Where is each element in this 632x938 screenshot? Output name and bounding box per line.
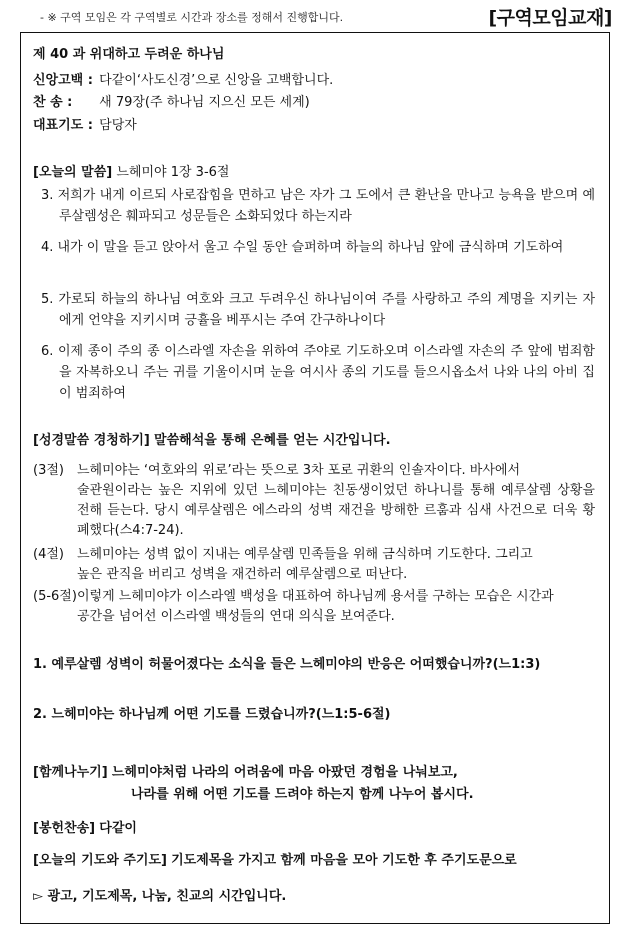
bible-listen-heading — [33, 431, 599, 450]
bible-listen-label: [성경말씀 경청하기] — [33, 433, 150, 448]
prayer-value: 담당자 — [99, 118, 137, 133]
commentary-4-num: (4절) — [33, 547, 64, 562]
creed-row — [33, 71, 599, 90]
closing-note: ▻ 광고, 기도제목, 나눔, 친교의 시간입니다. — [33, 889, 287, 904]
share-label: [함께나누기] — [33, 765, 108, 780]
lesson-frame — [20, 32, 610, 924]
creed-value: 다같이‘사도신경’으로 신앙을 고백합니다. — [99, 73, 334, 88]
question-2: 2. 느헤미야는 하나님께 어떤 기도를 드렸습니까?(느1:5-6절) — [33, 707, 391, 722]
share-line-1 — [33, 763, 599, 782]
doc-label: [구역모임교재] — [488, 7, 612, 29]
offering-value: 다같이 — [99, 821, 137, 836]
commentary-4 — [33, 545, 595, 585]
share-text-1: 느헤미야처럼 나라의 어려움에 마음 아팠던 경험을 나눠보고, — [111, 765, 458, 780]
commentary-5-6-rest: 공간을 넘어선 이스라엘 백성들의 연대 의식을 보여준다. — [77, 609, 395, 624]
commentary-3-first: 느헤미야는 ‘여호와의 위로’라는 뜻으로 3차 포로 귀환의 인솔자이다. 바사에서 — [77, 463, 521, 478]
today-prayer-row — [33, 851, 599, 870]
commentary-5-6-num: (5-6절) — [33, 589, 77, 604]
verse-3: 3. 저희가 내게 이르되 사로잡힘을 면하고 남은 자가 그 도에서 큰 환난을 만나고 능욕을 받으며 예루살렘성은 훼파되고 성문들은 소화되었다 하는지라 — [41, 188, 595, 224]
today-word-heading — [33, 163, 599, 182]
commentary-3-rest: 술관원이라는 높은 지위에 있던 느헤미야는 친동생이었던 하나니를 통해 예루살렘 상황을 전해 듣는다. 당시 예루살렘은 에스라의 성벽 재건을 방해한 르훔과 심새 사건으로 더욱 황폐했다(스4:7-24). — [77, 483, 595, 538]
offering-label: [봉헌찬송] — [33, 821, 96, 836]
prayer-row — [33, 116, 599, 135]
hymn-row — [33, 93, 599, 112]
share-text-2: 나라를 위해 어떤 기도를 드려야 하는지 함께 나누어 봅시다. — [131, 787, 474, 802]
hymn-label: 찬 송 : — [33, 95, 73, 110]
hymn-value: 새 79장(주 하나님 지으신 모든 세계) — [99, 95, 310, 110]
verse-4: 4. 내가 이 말을 듣고 앉아서 울고 수일 동안 슬퍼하며 하늘의 하나님 앞에 금식하며 기도하여 — [41, 240, 564, 255]
question-1: 1. 예루살렘 성벽이 허물어졌다는 소식을 들은 느헤미야의 반응은 어떠했습니까?(느1:3) — [33, 657, 541, 672]
verse-5: 5. 가로되 하늘의 하나님 여호와 크고 두려우신 하나님이여 주를 사랑하고 주의 계명을 지키는 자에게 언약을 지키시며 긍휼을 베푸시는 주여 간구하나이다 — [41, 292, 595, 328]
verse-6: 6. 이제 종이 주의 종 이스라엘 자손을 위하여 주야로 기도하오며 이스라엘 자손의 주 앞에 범죄함을 자복하오니 주는 귀를 기울이시며 눈을 여시사 종의 기도를 들으시옵소서 나와 나의 아비 집이 범죄하여 — [41, 344, 595, 401]
commentary-5-6-first: 이렇게 느헤미야가 이스라엘 백성을 대표하여 하나님께 용서를 구하는 모습은 시간과 — [77, 589, 554, 604]
commentary-4-first: 느헤미야는 성벽 없이 지내는 예루살렘 민족들을 위해 금식하며 기도한다. 그리고 — [77, 547, 533, 562]
today-prayer-label: [오늘의 기도와 주기도] — [33, 853, 167, 868]
today-prayer-value: 기도제목을 가지고 함께 마음을 모아 기도한 후 주기도문으로 — [171, 853, 517, 868]
commentary-4-rest: 높은 관직을 버리고 성벽을 재건하러 예루살렘으로 떠난다. — [77, 567, 408, 582]
bible-listen-description: 말씀해석을 통해 은혜를 얻는 시간입니다. — [154, 433, 391, 448]
creed-label: 신앙고백 : — [33, 73, 93, 88]
prayer-label: 대표기도 : — [33, 118, 93, 133]
commentary-3 — [33, 461, 595, 541]
today-word-label: [오늘의 말씀] — [33, 165, 113, 180]
commentary-3-num: (3절) — [33, 463, 64, 478]
today-word-reference: 느헤미야 1장 3-6절 — [116, 165, 230, 180]
offering-row — [33, 819, 599, 838]
commentary-5-6 — [33, 587, 595, 627]
top-note: - ※ 구역 모임은 각 구역별로 시간과 장소를 정해서 진행합니다. — [40, 11, 344, 24]
lesson-title: 제 40 과 위대하고 두려운 하나님 — [33, 47, 225, 62]
